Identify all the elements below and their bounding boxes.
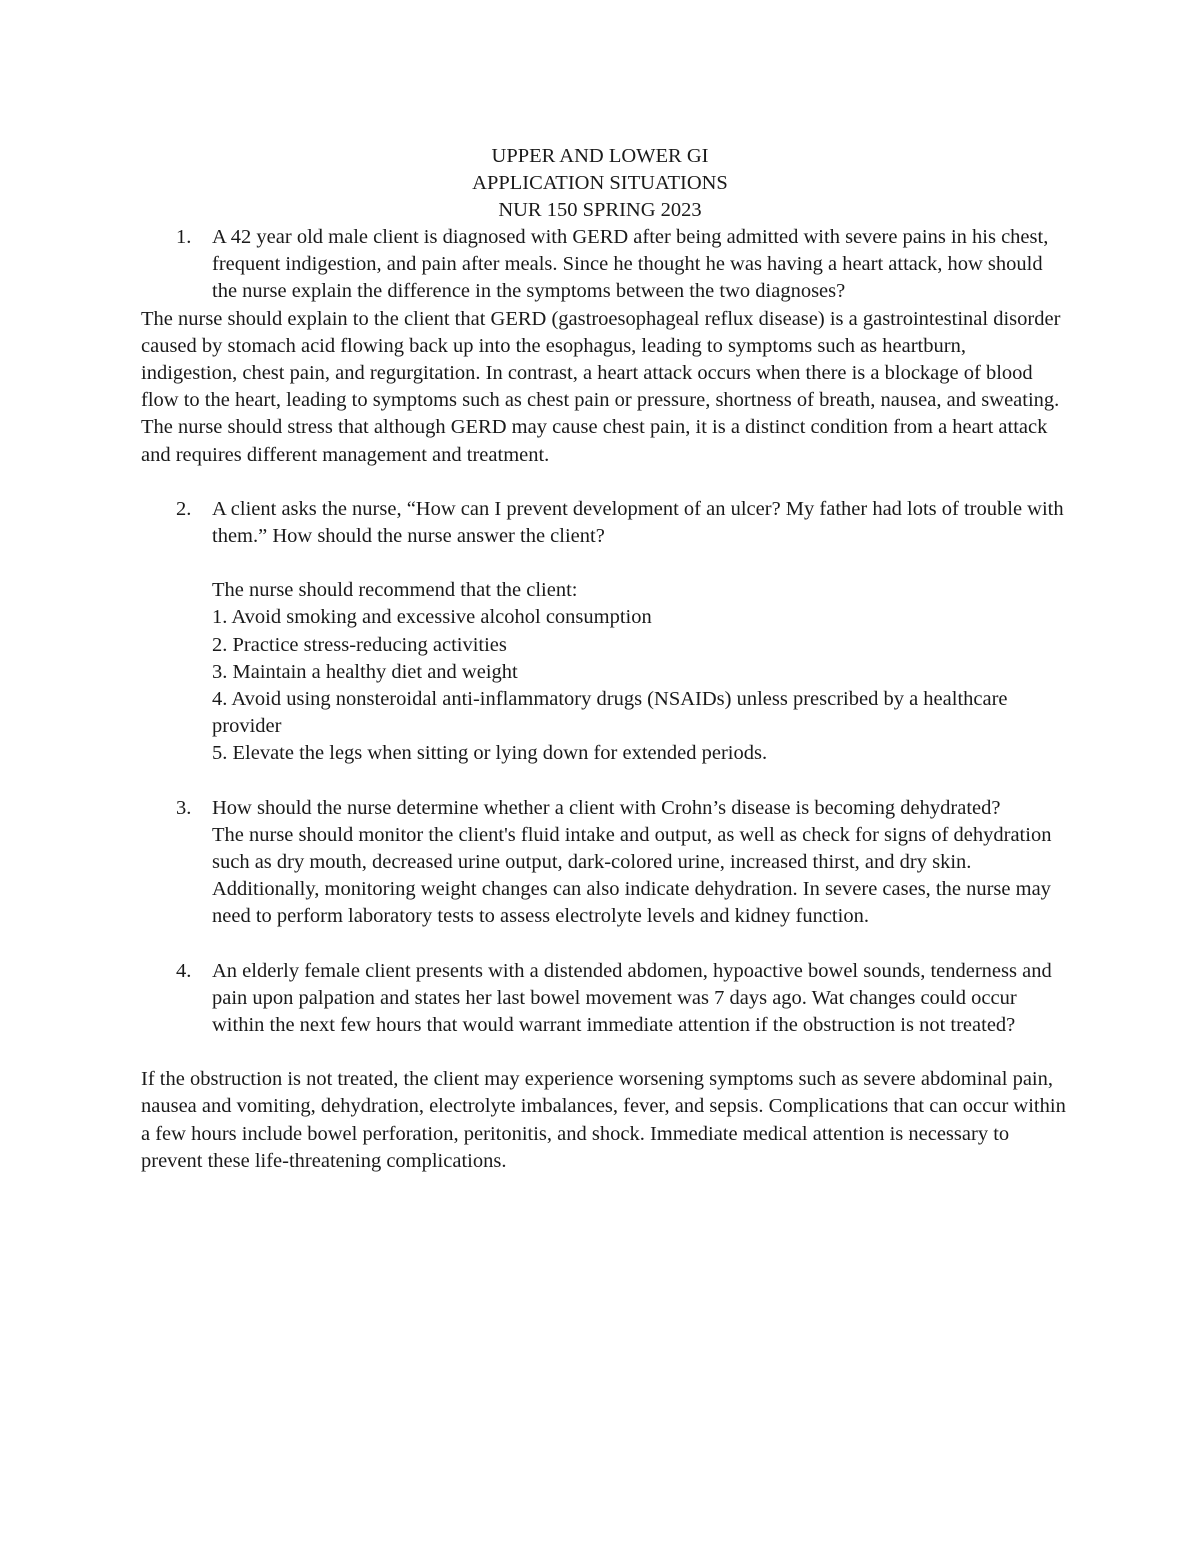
question-3 bbox=[141, 795, 1066, 822]
question-4 bbox=[141, 958, 1066, 1040]
question-1-text: A 42 year old male client is diagnosed with GERD after being admitted with severe pains in his chest, frequent indigestion, and pain after meals. Since he thought he was having a heart attack, how should the nurse explain the difference in the symptoms between the two diagnoses? bbox=[212, 226, 1049, 303]
answer-2-item: 1. Avoid smoking and excessive alcohol consumption bbox=[212, 606, 652, 629]
question-4-text: An elderly female client presents with a distended abdomen, hypoactive bowel sounds, tenderness and pain upon palpation and states her last bowel movement was 7 days ago. Wat changes could occur within the next few hours that would warrant immediate attention if the obstruction is not treated? bbox=[212, 959, 1052, 1037]
spacer bbox=[141, 931, 1066, 958]
spacer bbox=[141, 469, 1066, 496]
question-1-number: 1. bbox=[176, 226, 192, 248]
question-2 bbox=[141, 496, 1066, 550]
answer-2-item: 2. Practice stress-reducing activities bbox=[212, 633, 507, 656]
document-title bbox=[141, 143, 1059, 224]
question-2-number: 2. bbox=[176, 497, 192, 520]
answer-2 bbox=[141, 577, 1066, 767]
question-1 bbox=[141, 224, 1066, 306]
answer-3: The nurse should monitor the client's fluid intake and output, as well as check for signs of dehydration such as dry mouth, decreased urine output, dark-colored urine, increased thirst, and dry skin. Additionally, monitoring weight changes can also indicate dehydration. In severe cases, the nurse may need to perform laboratory tests to assess electrolyte levels and kidney function. bbox=[212, 823, 1052, 928]
question-3-text: How should the nurse determine whether a client with Crohn’s disease is becoming dehydrated? bbox=[212, 796, 1001, 819]
title-line-2: APPLICATION SITUATIONS bbox=[472, 172, 728, 194]
answer-2-item: 5. Elevate the legs when sitting or lying down for extended periods. bbox=[212, 742, 768, 765]
answer-2-item: 4. Avoid using nonsteroidal anti-inflammatory drugs (NSAIDs) unless prescribed by a healthcare provider bbox=[212, 688, 1008, 738]
title-line-1: UPPER AND LOWER GI bbox=[491, 145, 709, 167]
question-2-text: A client asks the nurse, “How can I prevent development of an ulcer? My father had lots of trouble with them.” How should the nurse answer the client? bbox=[212, 497, 1064, 548]
spacer bbox=[141, 1039, 1066, 1066]
spacer bbox=[141, 768, 1066, 795]
document-body bbox=[141, 143, 1066, 1175]
answer-2-item: 3. Maintain a healthy diet and weight bbox=[212, 660, 518, 683]
answer-4: If the obstruction is not treated, the client may experience worsening symptoms such as severe abdominal pain, nausea and vomiting, dehydration, electrolyte imbalances, fever, and sepsis. Complications that can occur within a few hours include bowel perforation, peritonitis, and shock. Immediate medical attention is necessary to prevent these life-threatening complications. bbox=[141, 1068, 1066, 1172]
answer-1: The nurse should explain to the client that GERD (gastroesophageal reflux disease) is a gastrointestinal disorder caused by stomach acid flowing back up into the esophagus, leading to symptoms such as heartburn, indigestion, chest pain, and regurgitation. In contrast, a heart attack occurs when there is a blockage of blood flow to the heart, leading to symptoms such as chest pain or pressure, shortness of breath, nausea, and sweating. The nurse should stress that although GERD may cause chest pain, it is a distinct condition from a heart attack and requires different management and treatment. bbox=[141, 307, 1061, 466]
question-4-number: 4. bbox=[176, 959, 192, 982]
spacer bbox=[141, 550, 1066, 577]
title-line-3: NUR 150 SPRING 2023 bbox=[498, 199, 702, 221]
answer-2-intro: The nurse should recommend that the client: bbox=[212, 579, 578, 602]
question-3-number: 3. bbox=[176, 796, 192, 819]
